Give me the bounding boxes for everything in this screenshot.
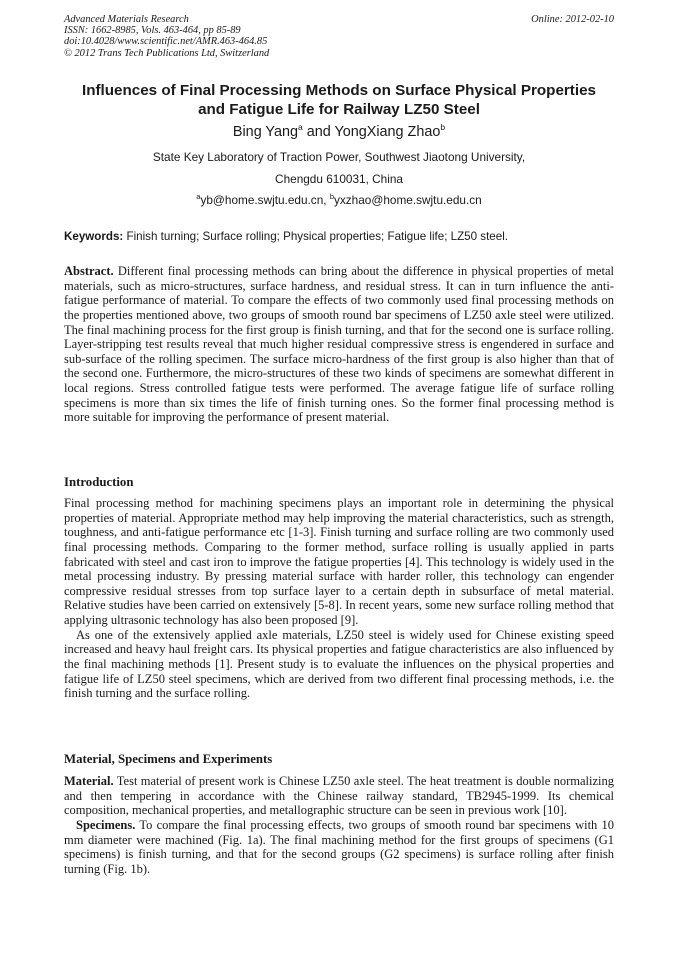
paper-title [40, 81, 638, 119]
introduction-paragraph-1: Final processing method for machining specimens plays an important role in determining the physical properties of material. Appropriate method may help improving the material characteristics, such as strength, toughness, and anti-fatigue performance etc [1-3]. Finish turning and surface rolling are two commonly used final processing methods. Comparing to the former method, surface rolling is usually applied in parts fabricated with steel and cast iron to improve the fatigue properties [4]. This technology is widely used in the metal processing industry. By pressing material surface with harder roller, this technology can engender compressive residual stresses from top surface layer to a certain depth in subsurface of metal material. Relative studies have been carried on extensively [5-8]. In recent years, some new surface rolling method that applying ultrasonic technology has also been proposed [9]. [64, 496, 614, 627]
title-line-1: Influences of Final Processing Methods on Surface Physical Properties [82, 82, 596, 99]
author-2-affiliation-mark: b [440, 122, 446, 133]
email-a[interactable]: yb@home.swjtu.edu.cn [200, 193, 324, 207]
keywords [64, 230, 508, 243]
specimens-paragraph [64, 818, 614, 877]
online-date: Online: 2012-02-10 [531, 14, 614, 25]
materials-heading: Material, Specimens and Experiments [64, 752, 273, 766]
specimens-label: Specimens. [76, 817, 136, 832]
author-2: YongXiang Zhao [334, 124, 441, 140]
materials-body [64, 774, 614, 876]
author-1: Bing Yang [232, 124, 298, 140]
author-1-affiliation-mark: a [297, 122, 303, 133]
title-line-2: and Fatigue Life for Railway LZ50 Steel [198, 101, 480, 118]
journal-name: Advanced Materials Research [64, 14, 189, 25]
material-label: Material. [64, 774, 114, 788]
author-emails [40, 193, 638, 207]
introduction-heading: Introduction [64, 475, 134, 489]
abstract [64, 264, 614, 425]
keywords-label: Keywords: [64, 230, 124, 243]
email-separator: , [323, 193, 330, 207]
author-list [40, 124, 638, 140]
affiliation-line-2: Chengdu 610031, China [275, 172, 403, 186]
specimens-text: To compare the final processing effects, two groups of smooth round bar specimens with 10 mm diameter were machined (Fig. 1a). The final machining method for the first groups of specimens (G1 specimens) is finish turning, and that for the second groups (G2 specimens) is surface rolling after finish turning (Fig. 1b). [64, 817, 614, 876]
doi-line: doi:10.4028/www.scientific.net/AMR.463-464.85 [64, 36, 268, 48]
issn-line: ISSN: 1662-8985, Vols. 463-464, pp 85-89 [64, 25, 241, 37]
keywords-text: Finish turning; Surface rolling; Physical properties; Fatigue life; LZ50 steel. [123, 230, 508, 243]
material-text: Test material of present work is Chinese LZ50 axle steel. The heat treatment is double normalizing and then tempering in accordance with the Chinese railway standard, TB2945-1999. Its chemical composition, mechanical properties, and metallographic structure can be seen in previous work [10]. [64, 774, 614, 818]
abstract-label: Abstract. [64, 264, 114, 278]
journal-header [64, 14, 269, 59]
abstract-text: Different final processing methods can bring about the difference in physical properties of metal materials, such as micro-structures, surface hardness, and residual stress. It can in turn influence the anti-fatigue performance of material. To compare the effects of two commonly used final processing methods on the properties mentioned above, two groups of smooth round bar specimens of LZ50 axle steel were utilized. The final machining process for the first group is finish turning, and that for the second one is surface rolling. Layer-stripping test results reveal that much higher residual compressive stress is engendered in surface and sub-surface of the rolling specimen. The surface micro-hardness of the first group is also higher than that of the second one. Furthermore, the micro-structures of these two kinds of specimens are somewhat different in local regions. Stress controlled fatigue tests were performed. The average fatigue life of surface rolling specimens is more than six times the life of finish turning ones. So the former final processing method is more suitable for improving the performance of present material. [64, 264, 614, 425]
introduction-body [64, 496, 614, 701]
copyright-line: © 2012 Trans Tech Publications Ltd, Switzerland [64, 47, 270, 59]
email-b[interactable]: yxzhao@home.swjtu.edu.cn [333, 193, 482, 207]
material-paragraph [64, 774, 614, 818]
email-a-mark: a [196, 192, 201, 202]
affiliation-line-1: State Key Laboratory of Traction Power, Southwest Jiaotong University, [152, 150, 526, 164]
introduction-paragraph-2: As one of the extensively applied axle materials, LZ50 steel is widely used for Chinese existing speed increased and heavy haul freight cars. Its physical properties and fatigue characteristics are also influenced by the final machining methods [1]. Present study is to evaluate the influences on the physical properties and fatigue life of LZ50 steel specimens, which are derived from two different final processing methods, i.e. the finish turning and the surface rolling. [64, 627, 614, 701]
email-b-mark: b [329, 192, 334, 202]
author-connector: and [302, 124, 335, 140]
